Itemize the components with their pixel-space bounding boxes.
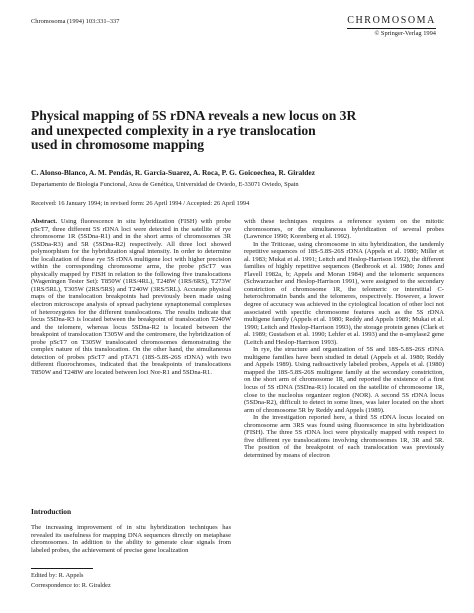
article-title: [31, 109, 441, 153]
footnotes: [31, 571, 111, 590]
introduction-text: The increasing improvement of in situ hybridization techniques has revealed its usefulness for mapping DNA sequences directly on metaphase chromosomes. In addition to the ability to generate clear signals from labeled probes, the achievement of precise gene localization: [31, 524, 231, 554]
title-line: Physical mapping of 5S rDNA reveals a new locus on 3R: [31, 108, 357, 123]
received-dates: Received: 16 January 1994; in revised form: 26 April 1994 / Accepted: 26 April 1994: [31, 200, 250, 207]
footnote-divider: [31, 568, 93, 569]
running-head: Chromosoma (1994) 103:331–337: [31, 18, 120, 25]
body-paragraph: with these techniques requires a reference system on the mitotic chromosomes, or the simultaneous hybridization of several probes (Lawrence 1990; Korenberg et al. 1992).: [244, 218, 444, 241]
journal-masthead: [347, 16, 436, 37]
right-column: [244, 218, 444, 460]
abstract: [31, 218, 231, 376]
title-line: used in chromosome mapping: [31, 137, 205, 153]
edited-by-note: Edited by: R. Appels: [31, 572, 84, 579]
correspondence-note: Correspondence to: R. Giraldez: [31, 581, 111, 589]
copyright-notice: © Springer-Verlag 1994: [374, 29, 436, 37]
body-paragraph: In the investigation reported here, a third 5S rDNA locus located on chromosome arm 3RS was found using fluorescence in situ hybridization (FISH). The three 5S rDNA loci were physically mapped with respect to five different rye translocations involving chromosomes 1R, 3R and 5R. The position of the breakpoint of each translocation was previously determined by means of electron: [244, 414, 444, 459]
masthead-divider: [347, 28, 436, 29]
title-line: and unexpected complexity in a rye translocation: [31, 122, 316, 138]
body-paragraph: In the Triticeae, using chromosome in situ hybridization, the tandemly repetitive sequences of 18S-5.8S-26S rDNA (Appels et al. 1980; Miller et al. 1983; Mukai et al. 1991; Leitch and Heslop-Harrison 1992), the different families of highly repetitive sequences (Bedbrook et al. 1980; Jones and Flavell 1982a, b; Appels and Moran 1984) and the telomeric sequences (Schwarzacher and Heslop-Harrison 1991), were assigned to the secondary constriction of chromosome 1R, the telomeric or interstitial C-heterochromatin bands and the telomeres, respectively. However, a lower degree of accuracy was achieved in the cytological location of other loci not associated with specific chromosome features such as the 5S rDNA multigene family (Appels et al. 1980; Reddy and Appels 1989; Mukai et al. 1990; Leitch and Heslop-Harrison 1993), the storage protein genes (Clark et al. 1989; Gustafson et al. 1990; Lehfer et al. 1993) and the α-amylase2 gene (Leitch and Heslop-Harrison 1993).: [244, 240, 444, 346]
introduction-heading: Introduction: [31, 507, 72, 516]
abstract-label: Abstract.: [31, 218, 57, 225]
body-paragraph: In rye, the structure and organization of 5S and 18S-5.8S-26S rDNA multigene families have been studied in detail (Appels et al. 1980; Reddy and Appels 1989). Using radioactively labeled probes, Appels et al. (1980) mapped the 18S-5.8S-26S multigene family at the secondary constriction, on the short arm of chromosome 1R, and reported the existence of a first locus of 5S rDNA (5SDna-R1) located on the satellite of chromosome 1R, close to the nucleolus organizer region (NOR). A second 5S rDNA locus (5SDna-R2), difficult to detect in some lines, was later located on the short arm of chromosome 5R by Reddy and Appels (1989).: [244, 346, 444, 414]
author-list: C. Alonso-Blanco, A. M. Pendás, R. Garcia-Suarez, A. Roca, P. G. Goicoechea, R. Giraldez: [31, 168, 315, 177]
abstract-text: Using fluorescence in situ hybridization (FISH) with probe pScT7, three different 5S rDNA loci were detected in the satellite of rye chromosome 1R (5SDna-R1) and in the short arms of chromosomes 3R (5SDna-R3) and 5R (5SDna-R2) respectively. All three loci showed polymorphism for the hybridization signal intensity. In order to determine the localization of these rye 5S rDNA multigene loci with higher precision within the corresponding chromosome arms, the probe pScT7 was physically mapped by FISH in relation to the following five translocations (Wageningen Tester Set): T850W (1RS/4RL), T248W (1RS/6RS), T273W (1RS/5RL), T305W (2RS/5RS) and T240W (3RS/5RL). Accurate physical maps of the translocation breakpoints had previously been made using electron microscope analysis of spread pachytene synaptonemal complexes of heterozygotes for the different translocations. The results indicate that locus 5SDna-R3 is located between the breakpoint of translocation T240W and the telomere, whereas locus 5SDna-R2 is located between the breakpoint of translocation T305W and the centromere, the hybridization of probe pScT7 on T305W translocated chromosomes demonstrating the complex nature of this translocation. On the other hand, the simultaneous detection of probes pScT7 and pTA71 (18S-5.8S-26S rDNA) with two different fluorochromes, indicated that the breakpoints of translocations T850W and T248W are located between loci Nor-R1 and 5SDna-R1.: [31, 218, 231, 376]
journal-name: CHROMOSOMA: [347, 15, 436, 26]
affiliation: Departamento de Biologia Funcional, Area de Genética, Universidad de Oviedo, E-33071 Oviedo, Spain: [31, 181, 299, 188]
